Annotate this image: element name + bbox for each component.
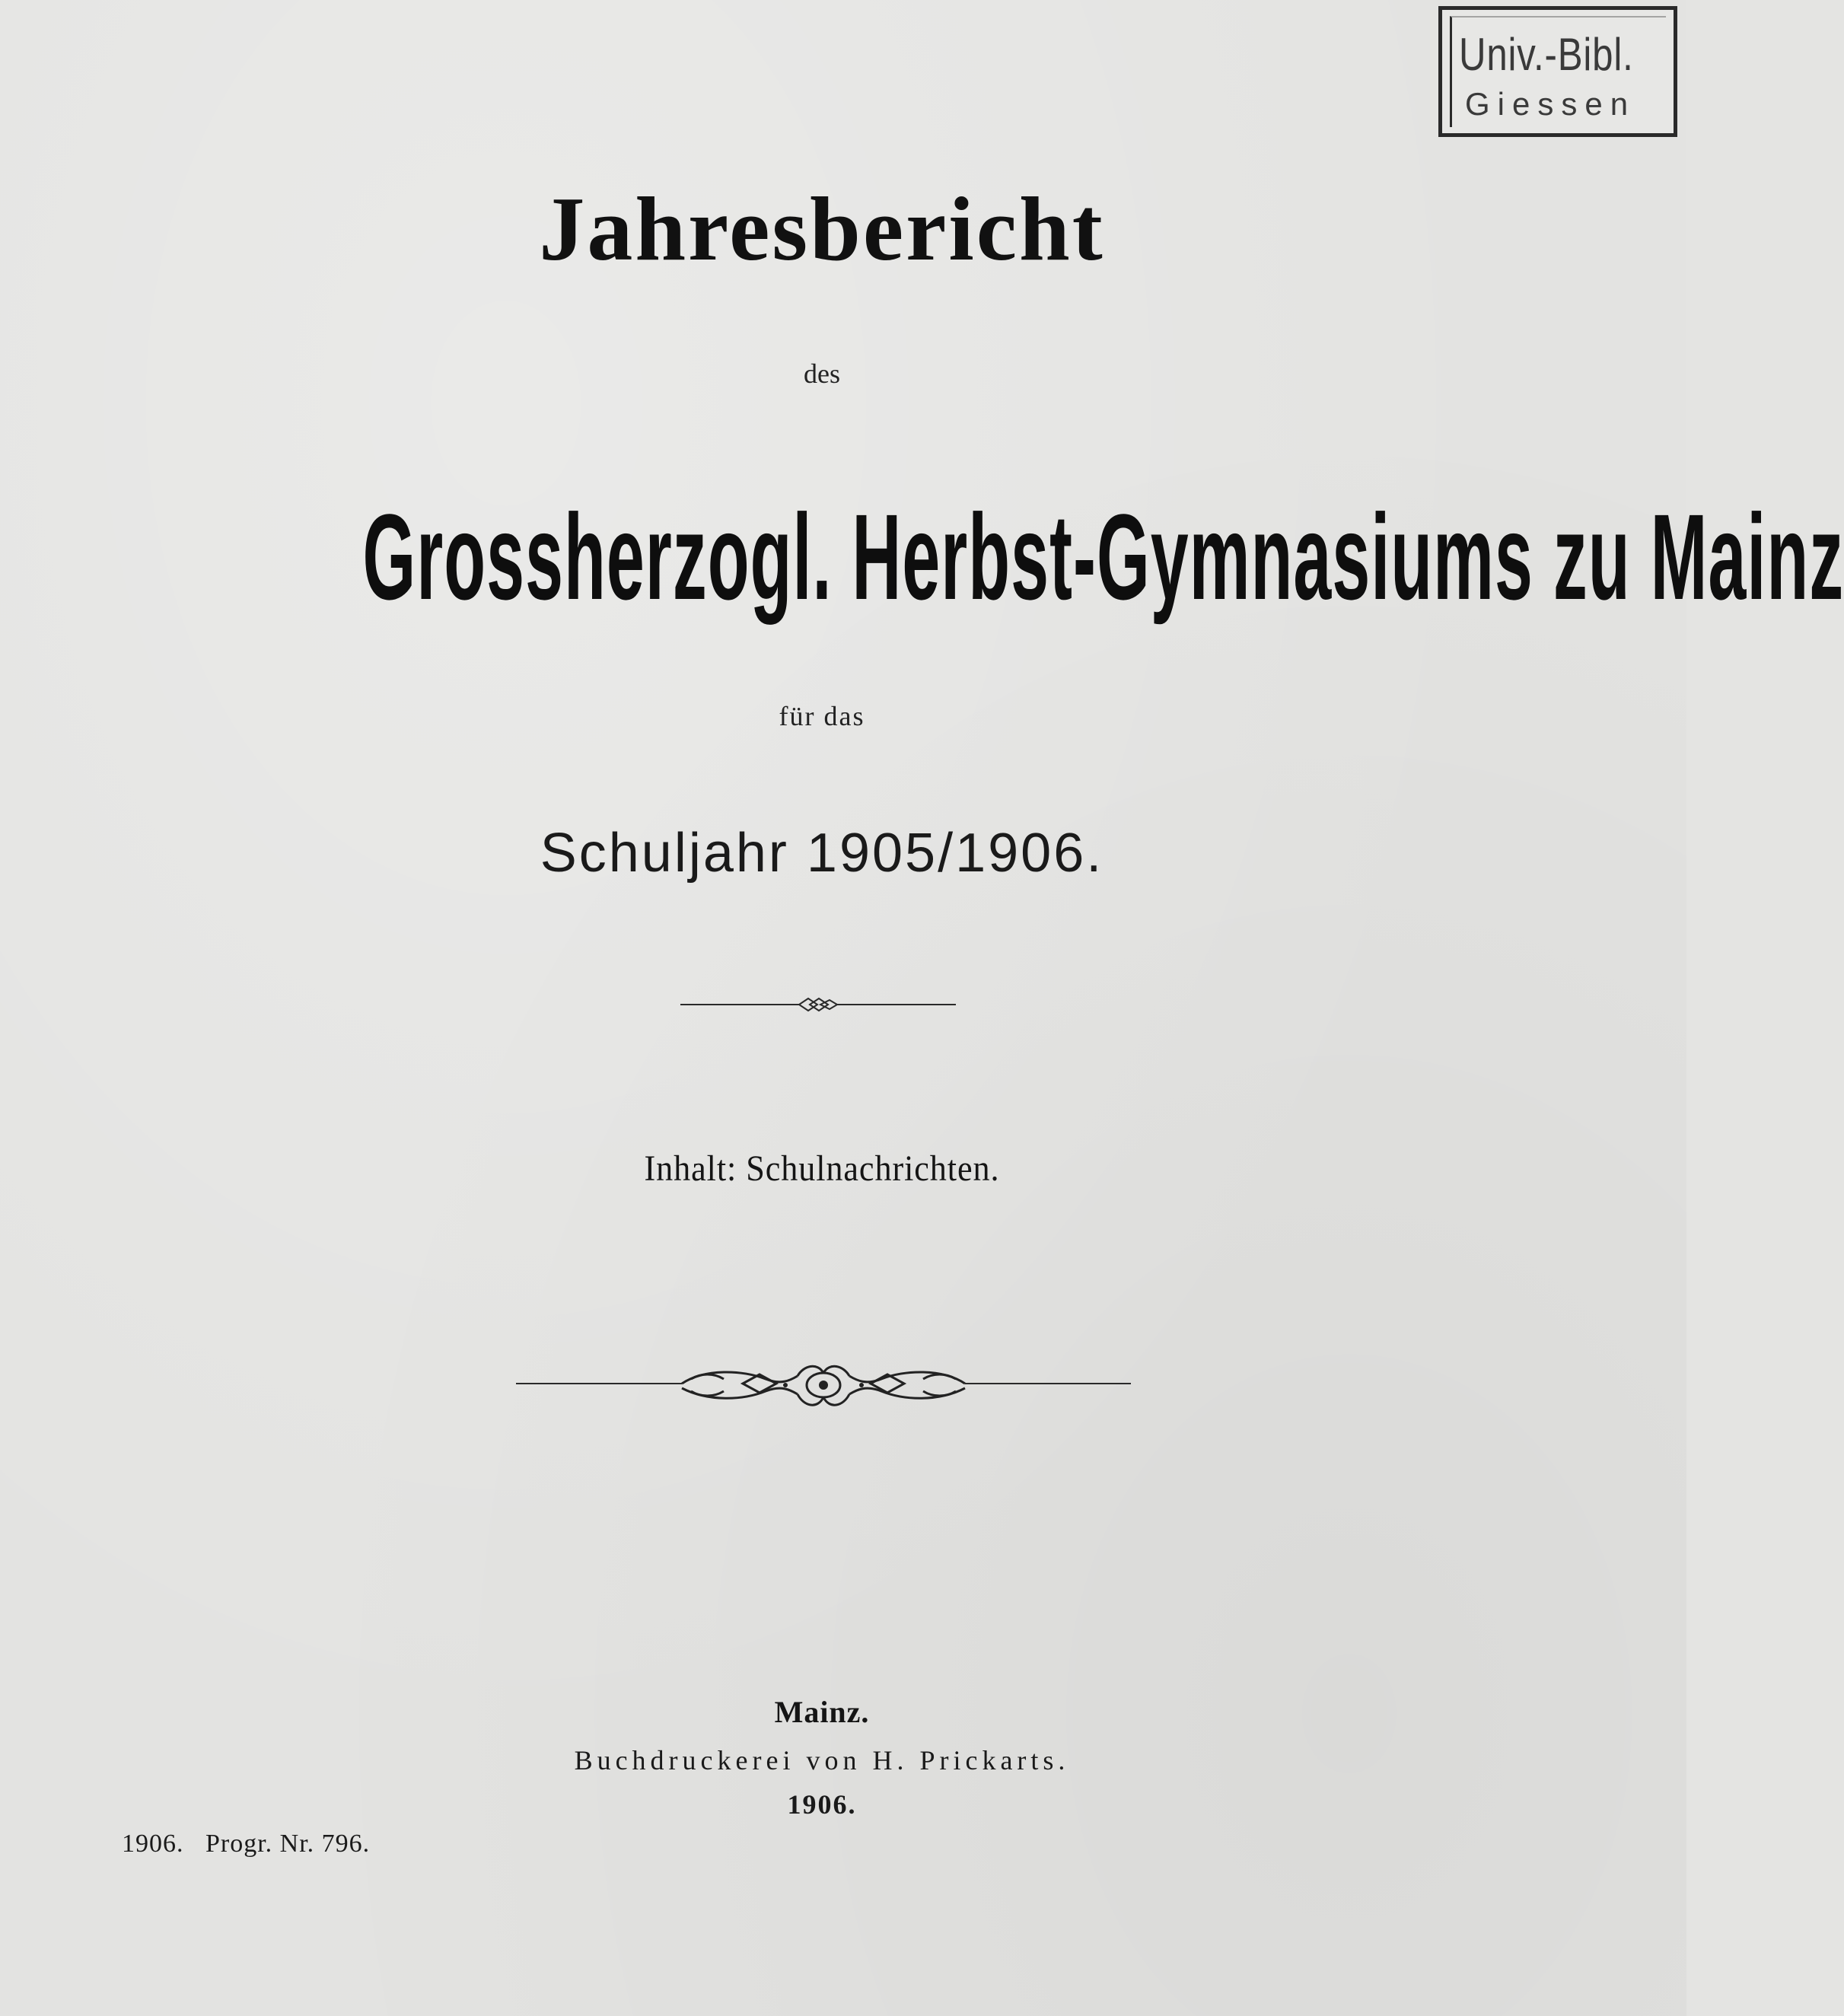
library-stamp [1438,6,1677,137]
imprint-city: Mainz. [774,1695,870,1729]
preposition-fuer-das: für das [779,701,865,731]
stamp-city: Giessen [1465,86,1636,122]
school-year: Schuljahr 1905/1906. [540,823,1104,884]
flourish-divider-ornament [514,1353,1132,1422]
stamp-library-name: Univ.-Bibl. [1459,29,1634,80]
small-divider-ornament [677,989,959,1020]
school-name: Grossherzogl. Herbst-Gymnasiums zu Mainz [362,489,1844,625]
program-number-note: 1906. Progr. Nr. 796. [122,1830,371,1858]
preposition-des: des [804,358,840,389]
imprint-year: 1906. [787,1789,857,1820]
imprint-printer: Buchdruckerei von H. Prickarts. [574,1745,1070,1776]
contents-line: Inhalt: Schulnachrichten. [644,1148,1000,1189]
document-title: Jahresbericht [539,178,1105,279]
